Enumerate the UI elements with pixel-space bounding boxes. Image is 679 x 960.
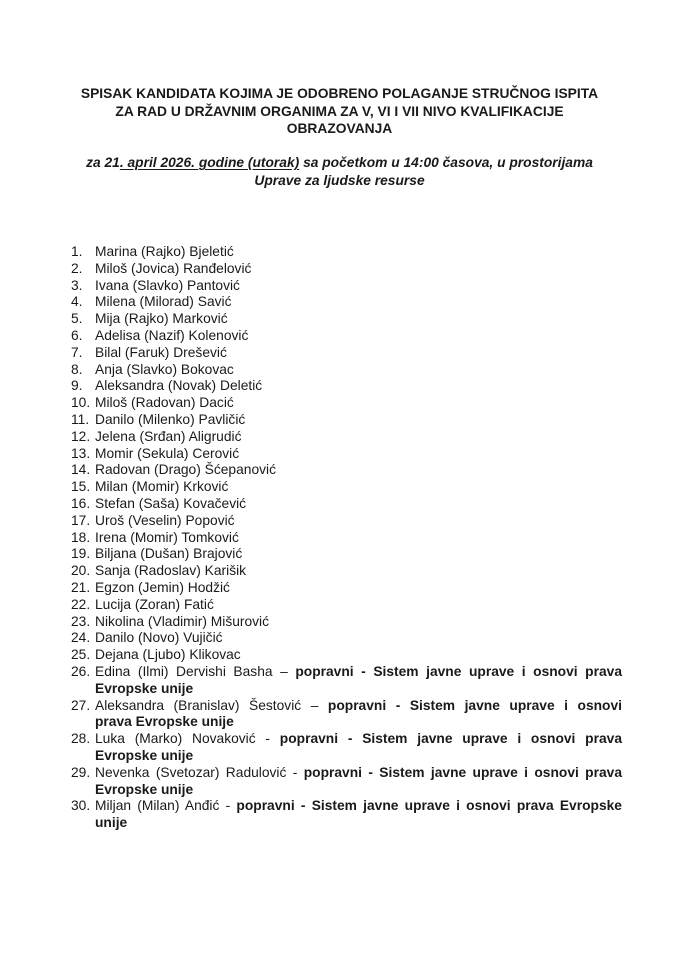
candidate-item [71, 630, 622, 647]
candidate-name: Radovan (Drago) Šćepanović [95, 462, 276, 478]
candidate-remedial-line-1 [95, 765, 622, 782]
candidate-name: Egzon (Jemin) Hodžić [95, 579, 230, 595]
schedule-text: za 21 [86, 155, 120, 170]
remedial-subject-text: popravni - Sistem javne uprave i osnovi [327, 697, 622, 713]
candidate-number: 24. [71, 630, 91, 646]
candidate-number: 29. [71, 764, 91, 780]
separator-dash: - [255, 731, 280, 747]
candidate-name: Jelena (Srđan) Aligrudić [95, 428, 242, 444]
candidate-item [71, 311, 622, 328]
schedule-underlined-text: . april 2026. godine (utorak) [119, 155, 300, 170]
candidate-number: 7. [71, 344, 83, 360]
candidate-item [71, 496, 622, 513]
title-line-3: OBRAZOVANJA [286, 121, 393, 137]
candidate-name: Lucija (Zoran) Fatić [95, 596, 214, 612]
candidate-number: 3. [71, 277, 83, 293]
separator-dash: - [219, 798, 237, 814]
candidate-name: Danilo (Milenko) Pavličić [95, 411, 246, 427]
remedial-subject-text: popravni - Sistem javne uprave i osnovi prava [303, 764, 623, 780]
candidate-number: 1. [71, 244, 83, 259]
candidate-name: Adelisa (Nazif) Kolenović [95, 327, 249, 343]
candidate-number: 17. [71, 512, 91, 528]
candidate-number: 13. [71, 445, 91, 461]
candidate-name: Aleksandra (Branislav) Šestović [95, 697, 302, 713]
candidate-number: 25. [71, 647, 91, 663]
candidate-remedial-line-1 [95, 731, 622, 748]
candidate-remedial-line-2 [95, 782, 622, 799]
candidate-item [71, 395, 622, 412]
remedial-subject-text: Evropske unije [95, 680, 194, 696]
candidate-name: Milan (Momir) Krković [95, 479, 229, 495]
candidate-number: 12. [71, 428, 91, 444]
candidate-remedial-line-2 [95, 815, 622, 832]
candidate-number: 28. [71, 731, 91, 747]
candidate-number: 4. [71, 294, 83, 310]
separator-dash: - [286, 764, 304, 780]
candidate-name: Uroš (Veselin) Popović [95, 512, 235, 528]
schedule-text: Uprave za ljudske resurse [254, 172, 425, 188]
candidate-remedial-line-1 [95, 664, 622, 681]
candidate-name: Sanja (Radoslav) Karišik [95, 563, 247, 579]
candidate-item [71, 664, 622, 698]
candidate-number: 22. [71, 596, 91, 612]
candidate-name: Irena (Momir) Tomković [95, 529, 239, 545]
candidate-item [71, 513, 622, 530]
candidate-name: Miloš (Radovan) Dacić [95, 395, 234, 411]
remedial-subject-text: unije [95, 815, 128, 831]
candidate-item [71, 294, 622, 311]
candidate-name: Biljana (Dušan) Brajović [95, 546, 243, 562]
candidate-number: 14. [71, 462, 91, 478]
candidate-name: Mija (Rajko) Marković [95, 311, 228, 327]
candidate-item [71, 378, 622, 395]
candidate-item [71, 429, 622, 446]
candidate-item [71, 647, 622, 664]
candidate-item [71, 698, 622, 732]
candidate-name: Dejana (Ljubo) Klikovac [95, 647, 241, 663]
candidate-item [71, 563, 622, 580]
candidate-number: 30. [71, 798, 91, 814]
candidate-item [71, 731, 622, 765]
candidate-number: 2. [71, 260, 83, 276]
document-title [30, 85, 649, 138]
candidate-name: Aleksandra (Novak) Deletić [95, 378, 263, 394]
candidate-number: 11. [71, 411, 90, 427]
candidate-name: Ivana (Slavko) Pantović [95, 277, 240, 293]
candidate-name: Anja (Slavko) Bokovac [95, 361, 234, 377]
schedule-line-2 [20, 172, 659, 190]
candidate-name: Nikolina (Vladimir) Mišurović [95, 613, 270, 629]
candidate-item [71, 580, 622, 597]
candidate-name: Miloš (Jovica) Ranđelović [95, 260, 252, 276]
candidate-remedial-line-2 [95, 748, 622, 765]
candidate-name: Marina (Rajko) Bjeletić [95, 244, 234, 259]
separator-dash: – [272, 663, 296, 679]
candidate-name: Momir (Sekula) Cerović [95, 445, 240, 461]
remedial-subject-text: Evropske unije [95, 747, 194, 763]
candidate-name: Bilal (Faruk) Drešević [95, 344, 227, 360]
candidate-name: Edina (Ilmi) Dervishi Basha [95, 663, 273, 679]
candidate-remedial-line-1 [95, 798, 622, 815]
candidate-list [71, 244, 622, 832]
candidate-item [71, 765, 622, 799]
exam-schedule [20, 154, 659, 189]
candidate-name: Nevenka (Svetozar) Radulović [95, 764, 287, 780]
candidate-number: 15. [71, 479, 91, 495]
candidate-remedial-line-1 [95, 698, 622, 715]
schedule-line-1 [20, 154, 659, 172]
candidate-number: 27. [71, 697, 91, 713]
candidate-remedial-line-2 [95, 681, 622, 698]
candidate-remedial-line-2 [95, 714, 622, 731]
remedial-subject-text: popravni - Sistem javne uprave i osnovi prava [279, 731, 622, 747]
candidate-number: 26. [71, 663, 91, 679]
candidate-number: 10. [71, 395, 91, 411]
candidate-item [71, 244, 622, 261]
title-line-1: SPISAK KANDIDATA KOJIMA JE ODOBRENO POLAGANJE STRUČNOG ISPITA [80, 86, 599, 101]
candidate-item [71, 278, 622, 295]
remedial-subject-text: Evropske unije [95, 781, 194, 797]
candidate-name: Stefan (Saša) Kovačević [95, 495, 247, 511]
candidate-number: 6. [71, 327, 83, 343]
candidate-number: 8. [71, 361, 83, 377]
separator-dash: – [301, 697, 328, 713]
candidate-number: 16. [71, 495, 91, 511]
candidate-name: Danilo (Novo) Vujičić [95, 630, 223, 646]
candidate-item [71, 362, 622, 379]
candidate-name: Miljan (Milan) Anđić [95, 798, 220, 814]
candidate-number: 21. [71, 579, 91, 595]
candidate-name: Luka (Marko) Novaković [95, 731, 256, 747]
candidate-item [71, 479, 622, 496]
candidate-item [71, 328, 622, 345]
candidate-number: 18. [71, 529, 91, 545]
candidate-item [71, 546, 622, 563]
candidate-item [71, 446, 622, 463]
candidate-number: 23. [71, 613, 91, 629]
candidate-item [71, 261, 622, 278]
candidate-item [71, 614, 622, 631]
remedial-subject-text: prava Evropske unije [95, 714, 234, 730]
candidate-item [71, 412, 622, 429]
candidate-item [71, 345, 622, 362]
schedule-text: sa početkom u 14:00 časova, u prostorijama [299, 155, 593, 170]
title-line-2: ZA RAD U DRŽAVNIM ORGANIMA ZA V, VI I VII NIVO KVALIFIKACIJE [115, 103, 564, 119]
candidate-number: 20. [71, 563, 91, 579]
candidate-number: 5. [71, 311, 83, 327]
candidate-item [71, 798, 622, 832]
candidate-number: 19. [71, 546, 91, 562]
remedial-subject-text: popravni - Sistem javne uprave i osnovi prava [295, 663, 622, 679]
candidate-item [71, 597, 622, 614]
candidate-item [71, 462, 622, 479]
remedial-subject-text: popravni - Sistem javne uprave i osnovi prava Evropske [236, 798, 622, 814]
candidate-item [71, 530, 622, 547]
candidate-number: 9. [71, 378, 83, 394]
candidate-name: Milena (Milorad) Savić [95, 294, 232, 310]
